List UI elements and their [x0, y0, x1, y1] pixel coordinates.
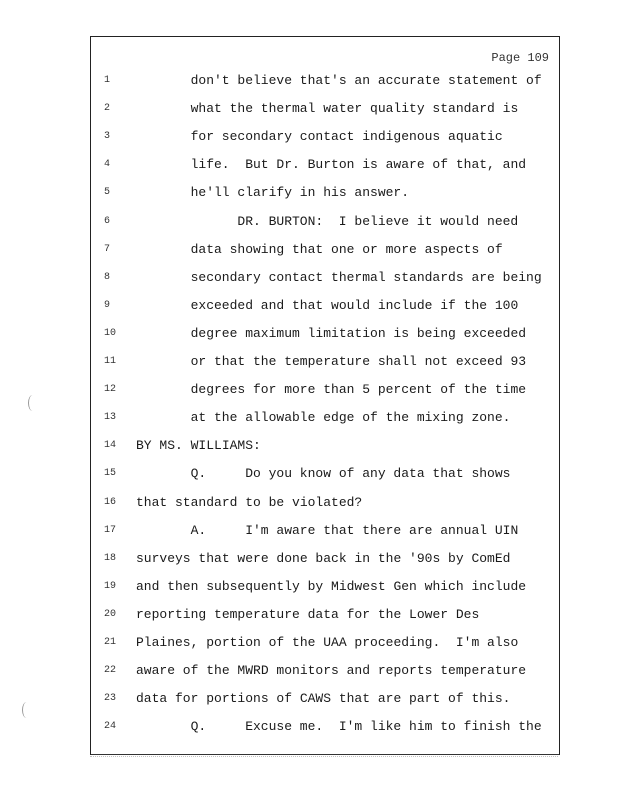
transcript-page — [90, 36, 560, 755]
transcript-line — [91, 436, 559, 456]
line-text: for secondary contact indigenous aquatic — [190, 129, 503, 145]
line-number: 1 — [104, 75, 111, 86]
transcript-line — [91, 408, 559, 428]
line-text: he'll clarify in his answer. — [190, 185, 410, 201]
margin-mark — [22, 702, 31, 718]
line-text: DR. BURTON: I believe it would need — [237, 213, 519, 229]
line-number: 13 — [104, 412, 117, 424]
line-number: 21 — [104, 637, 117, 648]
line-number: 19 — [104, 580, 117, 592]
transcript-line — [91, 689, 559, 709]
line-number: 9 — [104, 299, 111, 311]
line-text: don't believe that's an accurate statement of — [190, 73, 542, 88]
line-text: Plaines, portion of the UAA proceeding. I'm also — [136, 635, 519, 650]
line-text: reporting temperature data for the Lower Des — [136, 606, 480, 622]
page-number: Page 109 — [491, 51, 549, 65]
line-number: 18 — [104, 552, 117, 564]
transcript-line — [91, 605, 559, 625]
transcript-line — [91, 380, 559, 400]
line-text: degrees for more than 5 percent of the time — [190, 382, 527, 398]
line-text: secondary contact thermal standards are being — [190, 269, 542, 285]
line-number: 11 — [104, 356, 117, 367]
line-text: at the allowable edge of the mixing zone. — [190, 410, 511, 426]
line-number: 24 — [104, 721, 117, 733]
transcript-line — [91, 521, 559, 541]
line-number: 2 — [104, 103, 111, 115]
line-number: 17 — [104, 524, 117, 536]
line-number: 6 — [104, 215, 111, 227]
line-number: 15 — [104, 468, 117, 480]
transcript-line — [91, 324, 559, 344]
line-text: what the thermal water quality standard is — [190, 101, 519, 117]
transcript-line — [91, 577, 559, 597]
line-number: 12 — [104, 384, 117, 396]
line-number: 23 — [104, 693, 117, 705]
line-number: 7 — [104, 243, 111, 255]
margin-mark — [28, 395, 37, 411]
transcript-line — [91, 352, 559, 372]
transcript-line — [91, 633, 559, 653]
transcript-line — [91, 240, 559, 260]
transcript-line — [91, 661, 559, 681]
transcript-line — [91, 183, 559, 203]
line-text: data for portions of CAWS that are part of this. — [136, 691, 511, 707]
transcript-line — [91, 296, 559, 316]
line-text: BY MS. WILLIAMS: — [136, 438, 261, 454]
line-number: 3 — [104, 131, 111, 143]
line-text: life. But Dr. Burton is aware of that, and — [190, 157, 527, 173]
line-number: 20 — [104, 608, 117, 620]
line-text: that standard to be violated? — [136, 494, 363, 510]
line-number: 10 — [104, 327, 117, 339]
line-text: degree maximum limitation is being exceeded — [190, 325, 527, 341]
transcript-line — [91, 464, 559, 484]
line-number: 5 — [104, 187, 111, 199]
transcript-line — [91, 717, 559, 737]
line-text: data showing that one or more aspects of — [190, 241, 503, 257]
transcript-line — [91, 155, 559, 175]
line-text: Q. Do you know of any data that shows — [190, 466, 511, 482]
transcript-line — [91, 549, 559, 569]
line-text: A. I'm aware that there are annual UIN — [190, 522, 519, 538]
line-number: 4 — [104, 159, 111, 171]
transcript-line — [91, 99, 559, 119]
footer-scan-noise — [90, 756, 558, 763]
line-text: exceeded and that would include if the 100 — [190, 297, 519, 313]
transcript-line — [91, 493, 559, 513]
transcript-line — [91, 212, 559, 232]
transcript-line — [91, 268, 559, 288]
transcript-line — [91, 127, 559, 147]
line-text: surveys that were done back in the '90s by ComEd — [136, 550, 511, 566]
line-text: aware of the MWRD monitors and reports temperature — [136, 663, 527, 679]
line-number: 22 — [104, 665, 117, 677]
line-text: or that the temperature shall not exceed 93 — [190, 354, 527, 369]
transcript-line — [91, 71, 559, 91]
line-number: 16 — [104, 496, 117, 508]
line-number: 8 — [104, 271, 111, 283]
line-text: and then subsequently by Midwest Gen which include — [136, 578, 527, 594]
line-number: 14 — [104, 440, 117, 452]
line-text: Q. Excuse me. I'm like him to finish the — [190, 719, 542, 735]
